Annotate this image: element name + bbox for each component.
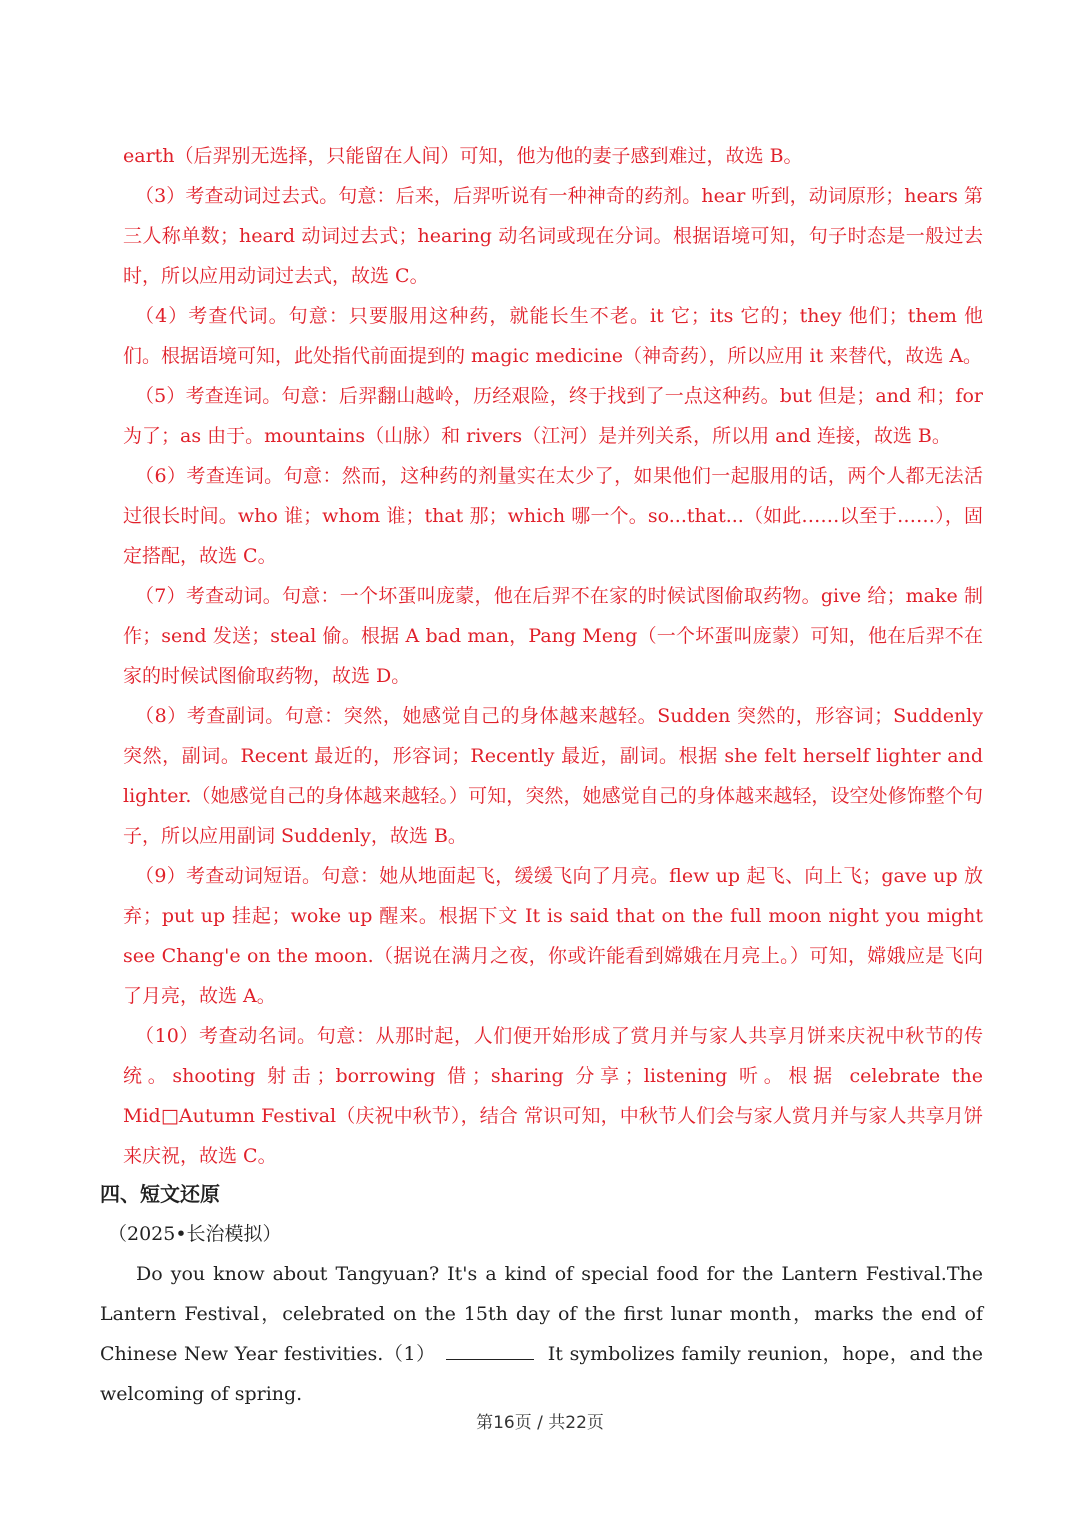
question-source: （2025•长治模拟） (108, 1223, 282, 1245)
answer-paragraph: （3）考查动词过去式。句意：后来，后羿听说有一种神奇的药剂。hear 听到，动词原形；hears 第三人称单数；heard 动词过去式；hearing 动名词或现在分词。根据语境可知，句子时态是一般过去时，所以应用动词过去式，故选 C。 (123, 185, 983, 287)
passage-paragraph (100, 1254, 983, 1414)
answer-paragraph: （7）考查动词。句意：一个坏蛋叫庞蒙，他在后羿不在家的时候试图偷取药物。give 给；make 制作；send 发送；steal 偷。根据 A bad man，Pang Meng（一个坏蛋叫庞蒙）可知，他在后羿不在家的时候试图偷取药物，故选 D。 (123, 585, 983, 687)
answer-explanations (123, 136, 983, 1176)
answer-paragraph: （6）考查连词。句意：然而，这种药的剂量实在太少了，如果他们一起服用的话，两个人都无法活过很长时间。who 谁；whom 谁；that 那；which 哪一个。so...that...（如此……以至于……），固定搭配，故选 C。 (123, 465, 983, 567)
reading-passage (100, 1254, 983, 1414)
passage-text-after-blank: It symbolizes family reunion，hope，and the welcoming of spring. (100, 1343, 983, 1405)
section-heading: 四、短文还原 (100, 1182, 220, 1206)
answer-paragraph: （8）考查副词。句意：突然，她感觉自己的身体越来越轻。Sudden 突然的，形容词；Suddenly 突然，副词。Recent 最近的，形容词；Recently 最近，副词。根据 she felt herself lighter and lighter.（她感觉自己的身体越来越轻。）可知，突然，她感觉自己的身体越来越轻，设空处修饰整个句子，所以应用副词 Suddenly，故选 B。 (123, 705, 983, 847)
answer-paragraph: （10）考查动名词。句意：从那时起，人们便开始形成了赏月并与家人共享月饼来庆祝中秋节的传统。shooting 射击；borrowing 借；sharing 分享；listening 听。根据 celebrate the Mid□Autumn Festival（庆祝中秋节），结合 常识可知，中秋节人们会与家人赏月并与家人共享月饼来庆祝，故选 C。 (123, 1025, 983, 1167)
passage-text-before-blank: Do you know about Tangyuan? It's a kind of special food for the Lantern Festival.The Lantern Festival，celebrated on the 15th day of the first lunar month，marks the end of Chinese New Year festivities.（1） (100, 1263, 983, 1365)
answer-blank (446, 1341, 534, 1360)
answer-paragraph: （4）考查代词。句意：只要服用这种药，就能长生不老。it 它；its 它的；they 他们；them 他们。根据语境可知，此处指代前面提到的 magic medicine（神奇药），所以应用 it 来替代，故选 A。 (123, 305, 983, 367)
answer-paragraph: （5）考查连词。句意：后羿翻山越岭，历经艰险，终于找到了一点这种药。but 但是；and 和；for 为了；as 由于。mountains（山脉）和 rivers（江河）是并列关系，所以用 and 连接，故选 B。 (123, 385, 983, 447)
page-footer: 第16页 / 共22页 (476, 1413, 604, 1433)
answer-paragraph: earth（后羿别无选择，只能留在人间）可知，他为他的妻子感到难过，故选 B。 (123, 145, 803, 167)
answer-paragraph: （9）考查动词短语。句意：她从地面起飞，缓缓飞向了月亮。flew up 起飞、向上飞；gave up 放弃；put up 挂起；woke up 醒来。根据下文 It is said that on the full moon night you might see Chang'e on the moon.（据说在满月之夜，你或许能看到嫦娥在月亮上。）可知，嫦娥应是飞向了月亮，故选 A。 (123, 865, 983, 1007)
